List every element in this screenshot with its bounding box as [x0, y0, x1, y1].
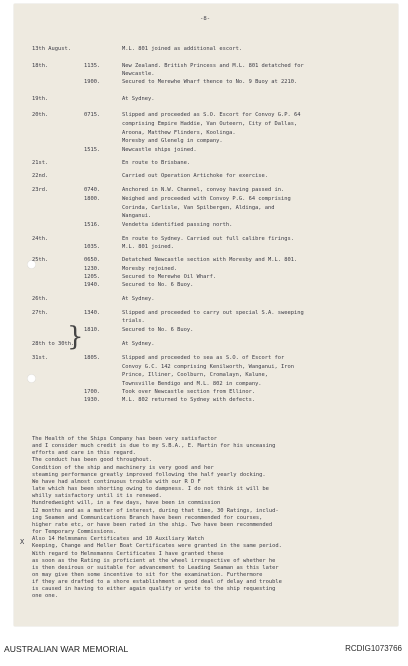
log-time: 1205. [84, 274, 101, 280]
log-entry [0, 341, 408, 350]
log-entry [0, 222, 408, 231]
log-entry [0, 296, 408, 305]
log-text: Wanganui. [122, 213, 152, 219]
paragraph-line: Keeping, Change and Heller Boat Certificates were granted in the same period. [32, 543, 282, 550]
paragraph-line: The Health of the Ships Company has been very satisfactor [32, 436, 217, 442]
log-entry [0, 372, 408, 381]
log-time: 1805. [84, 355, 101, 361]
log-date: 25th. [32, 257, 49, 263]
report-paragraph [32, 436, 380, 601]
log-entry [0, 138, 408, 147]
log-text: Weighed and proceeded with Convoy P.G. 64 comprising [122, 196, 291, 202]
log-time: 1340. [84, 310, 101, 316]
log-time: 1700. [84, 389, 101, 395]
log-text: M.L. 802 returned to Sydney with defects. [122, 397, 256, 403]
log-time: 1516. [84, 222, 101, 228]
paragraph-line: and I consider much credit is due to my S.B.A., E. Martin for his unceasing [32, 443, 276, 450]
log-date: 19th. [32, 96, 49, 102]
log-text: New Zealand. British Princess and M.L. 801 detatched for [122, 63, 304, 69]
log-date: 22nd. [32, 173, 49, 179]
paragraph-line: ing Seamen and Communications Branch have been recommended for courses, [32, 514, 263, 521]
log-text: Vendetta identified passing north. [122, 222, 233, 228]
log-text: Aroona, Matthew Flinders, Koolinga. [122, 130, 236, 136]
log-entry [0, 160, 408, 169]
paragraph-line: steaming performance greatly improved following the half yearly docking. [32, 471, 266, 478]
log-date: 23rd. [32, 187, 49, 193]
paragraph-line: if they are drafted to a shore establishment a good deal of delay and trouble [32, 579, 282, 586]
log-entry [0, 282, 408, 291]
paragraph-line: is caused in having to either again qualify or write to the ship requesting [32, 586, 276, 593]
log-entry [0, 173, 408, 182]
log-time: 1800. [84, 196, 101, 202]
log-entry [0, 318, 408, 327]
log-text: En route to Sydney. Carried out full calibre firings. [122, 236, 295, 242]
paragraph-line: on may give then some incentive to sit for the examination. Furthermore [32, 571, 263, 578]
log-text: En route to Brisbane. [122, 160, 191, 166]
paragraph-line: 12 months and as a matter of interest, during that time, 30 Ratings, includ- [32, 507, 279, 514]
log-entry [0, 355, 408, 364]
log-text: M.L. 801 joined. [122, 244, 174, 250]
log-text: Secured to Merewhe Wharf thence to No. 9 Buoy at 2210. [122, 79, 298, 85]
log-entry [0, 244, 408, 253]
log-date: 28th to 30th. [32, 341, 75, 347]
log-text: Secured to Merewhe Oil Wharf. [122, 274, 217, 280]
log-text: trials. [122, 318, 145, 324]
log-entry [0, 196, 408, 205]
log-time: 0740. [84, 187, 101, 193]
log-date: 31st. [32, 355, 49, 361]
paragraph-line: for Temporary Commissions. [32, 529, 117, 536]
log-entry [0, 213, 408, 222]
log-text: Newcastle ships joined. [122, 147, 197, 153]
log-text: At Sydney. [122, 341, 155, 347]
log-time: 1035. [84, 244, 101, 250]
margin-mark: X [20, 538, 25, 546]
log-time: 1930. [84, 397, 101, 403]
log-time: 1810. [84, 327, 101, 333]
brace-mark: } [67, 322, 84, 352]
log-text: comprising Empire Haddie, Van Outeern, City of Dallas, [122, 121, 298, 127]
log-time: 1230. [84, 266, 101, 272]
paragraph-line: whilly satisfactory until it is renewed. [32, 493, 162, 500]
log-text: Moresby rejoined. [122, 266, 178, 272]
paragraph-line: higher rate etc, or have been rated in the ship. Two have been recommended [32, 521, 273, 528]
paragraph-line: is then desirous or suitable for advancement to Leading Seaman as this later [32, 564, 279, 571]
log-entry [0, 96, 408, 105]
institution-name: AUSTRALIAN WAR MEMORIAL [4, 644, 129, 654]
log-time: 0715. [84, 112, 101, 118]
log-entry [0, 147, 408, 156]
log-date: 24th. [32, 236, 49, 242]
log-time: 1940. [84, 282, 101, 288]
log-text: Secured to No. 6 Buoy. [122, 282, 194, 288]
paragraph-line: efforts and care in this regard. [32, 450, 136, 457]
log-entry [0, 257, 408, 266]
log-text: Townsville Bendigo and M.L. 802 in company. [122, 381, 262, 387]
log-date: 20th. [32, 112, 49, 118]
log-date: 21st. [32, 160, 49, 166]
paragraph-line: late which has been shorting owing to dampness. I do not think it will be [32, 486, 269, 493]
paragraph-line: Hundredweight will, in a few days, have been in commission [32, 500, 221, 507]
log-text: Secured to No. 6 Buoy. [122, 327, 194, 333]
log-text: Moresby and Glenelg in company. [122, 138, 223, 144]
log-date: 18th. [32, 63, 49, 69]
paragraph-line: With regard to Helmsmanns Certificates I have granted these [32, 550, 224, 557]
log-text: Convoy G.C. 142 comprising Kenilworth, Wanganui, Iron [122, 364, 295, 370]
log-text: Slipped and proceeded to carry out special S.A. sweeping [122, 310, 304, 316]
log-text: Carried out Operation Artichoke for exercise. [122, 173, 269, 179]
log-date: 13th August. [32, 46, 71, 52]
paragraph-line: as soon as the Rating is proficient at the wheel irrespective of whether he [32, 557, 276, 564]
paragraph-line: The conduct has been good throughout. [32, 457, 153, 464]
log-time: 0650. [84, 257, 101, 263]
paragraph-line: Condition of the ship and machinery is very good and her [32, 464, 214, 471]
log-text: Slipped and proceeded to sea as S.O. of Escort for [122, 355, 285, 361]
log-entry [0, 397, 408, 406]
log-time: 1900. [84, 79, 101, 85]
paragraph-line: one one. [32, 593, 58, 600]
log-entry [0, 112, 408, 121]
log-text: Newcastle. [122, 71, 155, 77]
log-entry [0, 187, 408, 196]
log-text: Corinda, Carlisle, Van Spilbergen, Aldinga, and [122, 205, 275, 211]
log-text: At Sydney. [122, 296, 155, 302]
archive-footer [0, 627, 408, 666]
log-text: Prince, Illiner, Coolburn, Cromalayn, Kalune, [122, 372, 269, 378]
log-time: 1135. [84, 63, 101, 69]
log-text: At Sydney. [122, 96, 155, 102]
log-text: Detatched Newcastle section with Moresby and M.L. 801. [122, 257, 298, 263]
log-text: M.L. 801 joined as additional escort. [122, 46, 243, 52]
log-entry [0, 121, 408, 130]
log-date: 27th. [32, 310, 49, 316]
log-entry [0, 79, 408, 88]
log-entry [0, 46, 408, 55]
log-entry [0, 327, 408, 336]
paragraph-line: We have had almost continuous trouble with our R D F [32, 478, 201, 485]
log-date: 26th. [32, 296, 49, 302]
page-number: -8- [200, 16, 211, 22]
log-text: Anchored in N.W. Channel, convoy having passed in. [122, 187, 285, 193]
log-text: Slipped and proceeded as S.O. Escort for Convoy G.P. 64 [122, 112, 301, 118]
record-id: RCDIG1073766 [345, 644, 402, 653]
log-time: 1515. [84, 147, 101, 153]
paragraph-line: Also 14 Helmsmans Certificates and 10 Auxiliary Watch [32, 536, 205, 543]
log-text: Took over Newcastle section from Ellinor. [122, 389, 256, 395]
